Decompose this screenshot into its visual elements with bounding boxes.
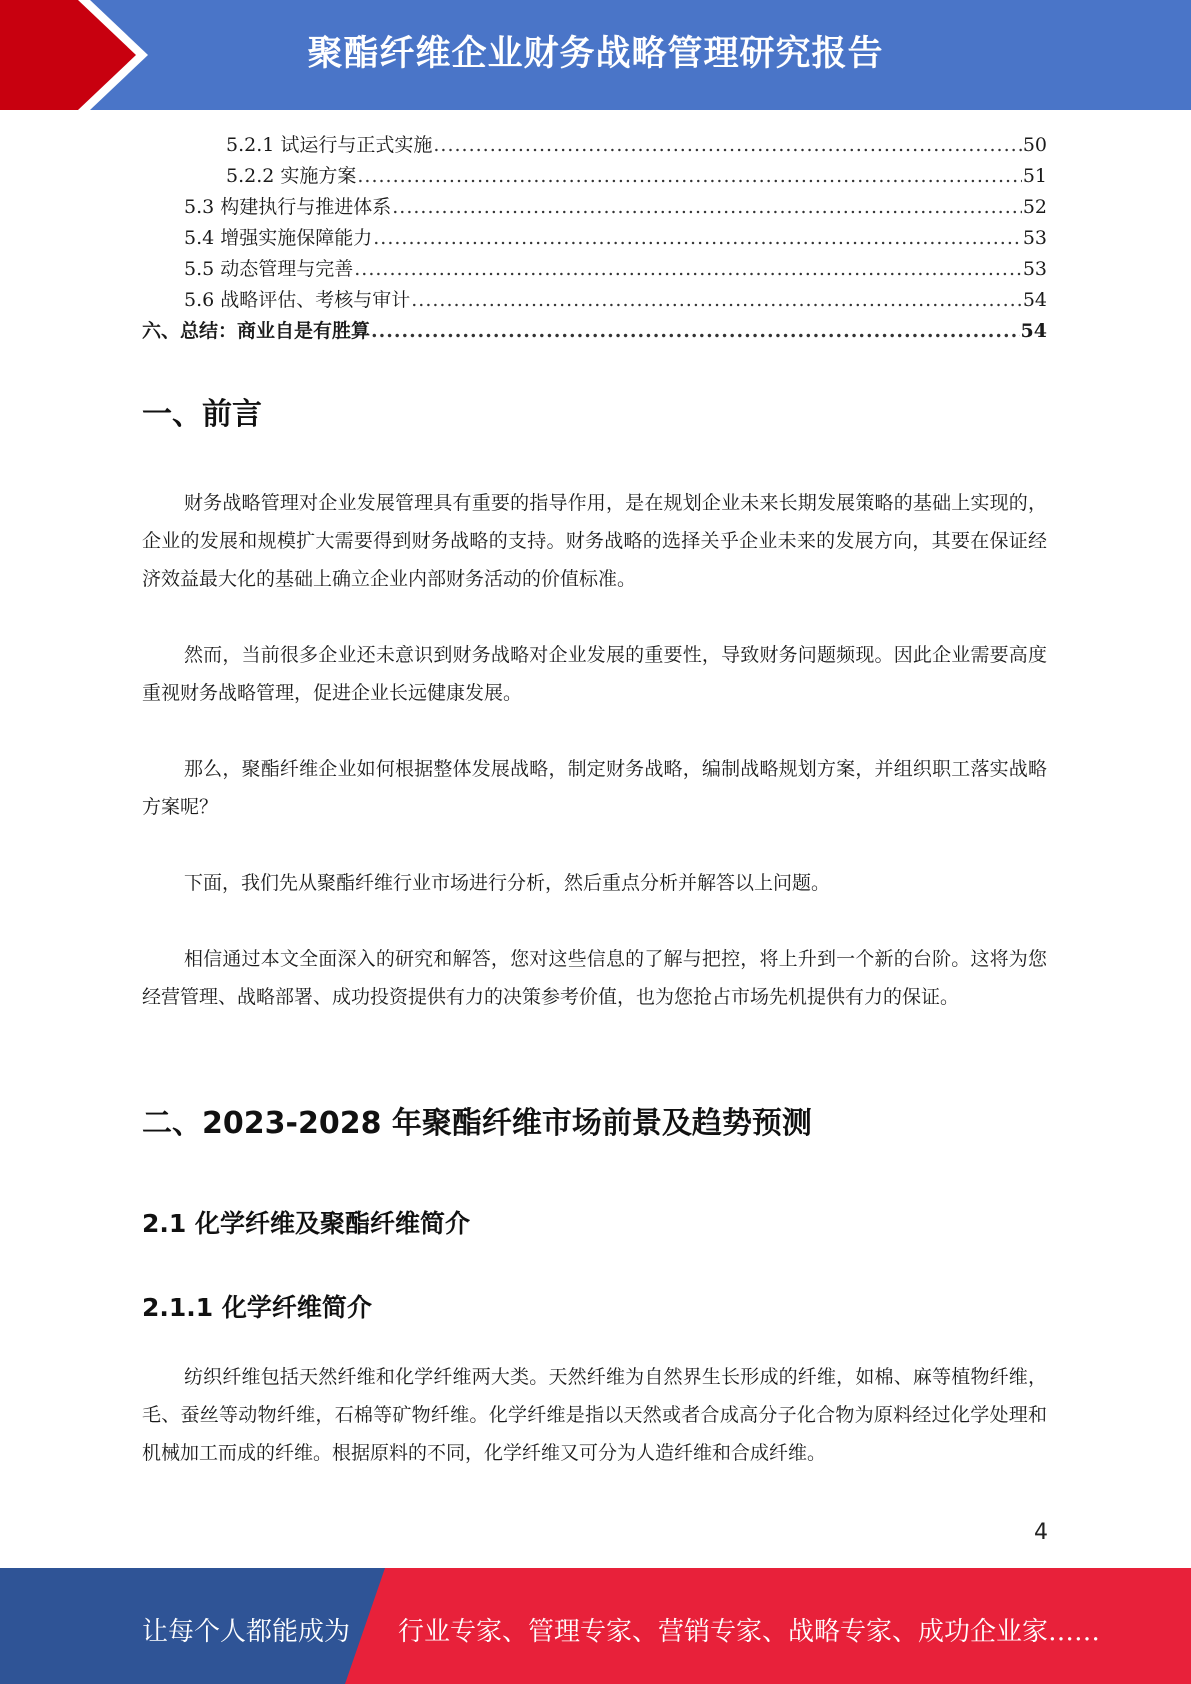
toc-leader-dots [357, 161, 1021, 192]
report-title: 聚酯纤维企业财务战略管理研究报告 [307, 34, 884, 74]
toc-entry-label: 5.2.1 试运行与正式实施 [226, 134, 433, 156]
paragraph: 财务战略管理对企业发展管理具有重要的指导作用，是在规划企业未来长期发展策略的基础上实现的，企业的发展和规模扩大需要得到财务战略的支持。财务战略的选择关乎企业未来的发展方向，其要在保证经济效益最大化的基础上确立企业内部财务活动的价值标准。 [142, 492, 1047, 590]
toc-entry[interactable] [142, 223, 1047, 254]
toc-entry-label: 六、总结：商业自是有胜算 [142, 320, 371, 342]
toc-leader-dots [354, 254, 1022, 285]
toc-entry[interactable] [142, 192, 1047, 223]
toc-leader-dots [411, 285, 1022, 316]
section-heading-preface: 一、前言 [142, 397, 262, 432]
toc-leader-dots [433, 130, 1021, 161]
toc-entry-label: 5.4 增强实施保障能力 [184, 227, 373, 249]
report-header-banner [0, 0, 1191, 110]
toc-entry-label: 5.2.2 实施方案 [226, 165, 357, 187]
toc-entry-page: 50 [1022, 134, 1047, 156]
paragraph: 然而，当前很多企业还未意识到财务战略对企业发展的重要性，导致财务问题频现。因此企业需要高度重视财务战略管理，促进企业长远健康发展。 [142, 644, 1047, 704]
toc-leader-dots [373, 223, 1022, 254]
toc-entry-page: 51 [1022, 165, 1047, 187]
toc-entry[interactable] [142, 130, 1047, 161]
paragraph: 下面，我们先从聚酯纤维行业市场进行分析，然后重点分析并解答以上问题。 [184, 872, 831, 894]
toc-entry-page: 54 [1022, 289, 1047, 311]
page-number: 4 [1034, 1520, 1048, 1545]
toc-entry-label: 5.3 构建执行与推进体系 [184, 196, 392, 218]
table-of-contents [142, 130, 1047, 347]
toc-entry[interactable] [142, 316, 1047, 347]
footer-slogan-left: 让每个人都能成为 [142, 1617, 351, 1647]
toc-entry-label: 5.6 战略评估、考核与审计 [184, 289, 411, 311]
toc-entry[interactable] [142, 161, 1047, 192]
footer-banner [0, 1568, 1191, 1684]
toc-entry-page: 53 [1022, 227, 1047, 249]
toc-entry[interactable] [142, 285, 1047, 316]
section-heading-market: 二、2023-2028 年聚酯纤维市场前景及趋势预测 [142, 1106, 812, 1141]
toc-entry-page: 53 [1022, 258, 1047, 280]
toc-leader-dots [371, 316, 1020, 347]
paragraph: 那么，聚酯纤维企业如何根据整体发展战略，制定财务战略，编制战略规划方案，并组织职工落实战略方案呢？ [142, 758, 1047, 818]
footer-slogan-right: 行业专家、管理专家、营销专家、战略专家、成功企业家…… [398, 1617, 1101, 1647]
toc-entry-label: 5.5 动态管理与完善 [184, 258, 354, 280]
paragraph: 相信通过本文全面深入的研究和解答，您对这些信息的了解与把控，将上升到一个新的台阶。这将为您经营管理、战略部署、成功投资提供有力的决策参考价值，也为您抢占市场先机提供有力的保证。 [142, 948, 1047, 1008]
toc-leader-dots [392, 192, 1022, 223]
subsection-heading: 2.1.1 化学纤维简介 [142, 1293, 372, 1322]
toc-entry[interactable] [142, 254, 1047, 285]
paragraph: 纺织纤维包括天然纤维和化学纤维两大类。天然纤维为自然界生长形成的纤维，如棉、麻等植物纤维，毛、蚕丝等动物纤维，石棉等矿物纤维。化学纤维是指以天然或者合成高分子化合物为原料经过化学处理和机械加工而成的纤维。根据原料的不同，化学纤维又可分为人造纤维和合成纤维。 [142, 1366, 1047, 1464]
toc-entry-page: 54 [1020, 320, 1047, 342]
toc-entry-page: 52 [1022, 196, 1047, 218]
subsection-heading: 2.1 化学纤维及聚酯纤维简介 [142, 1209, 470, 1238]
